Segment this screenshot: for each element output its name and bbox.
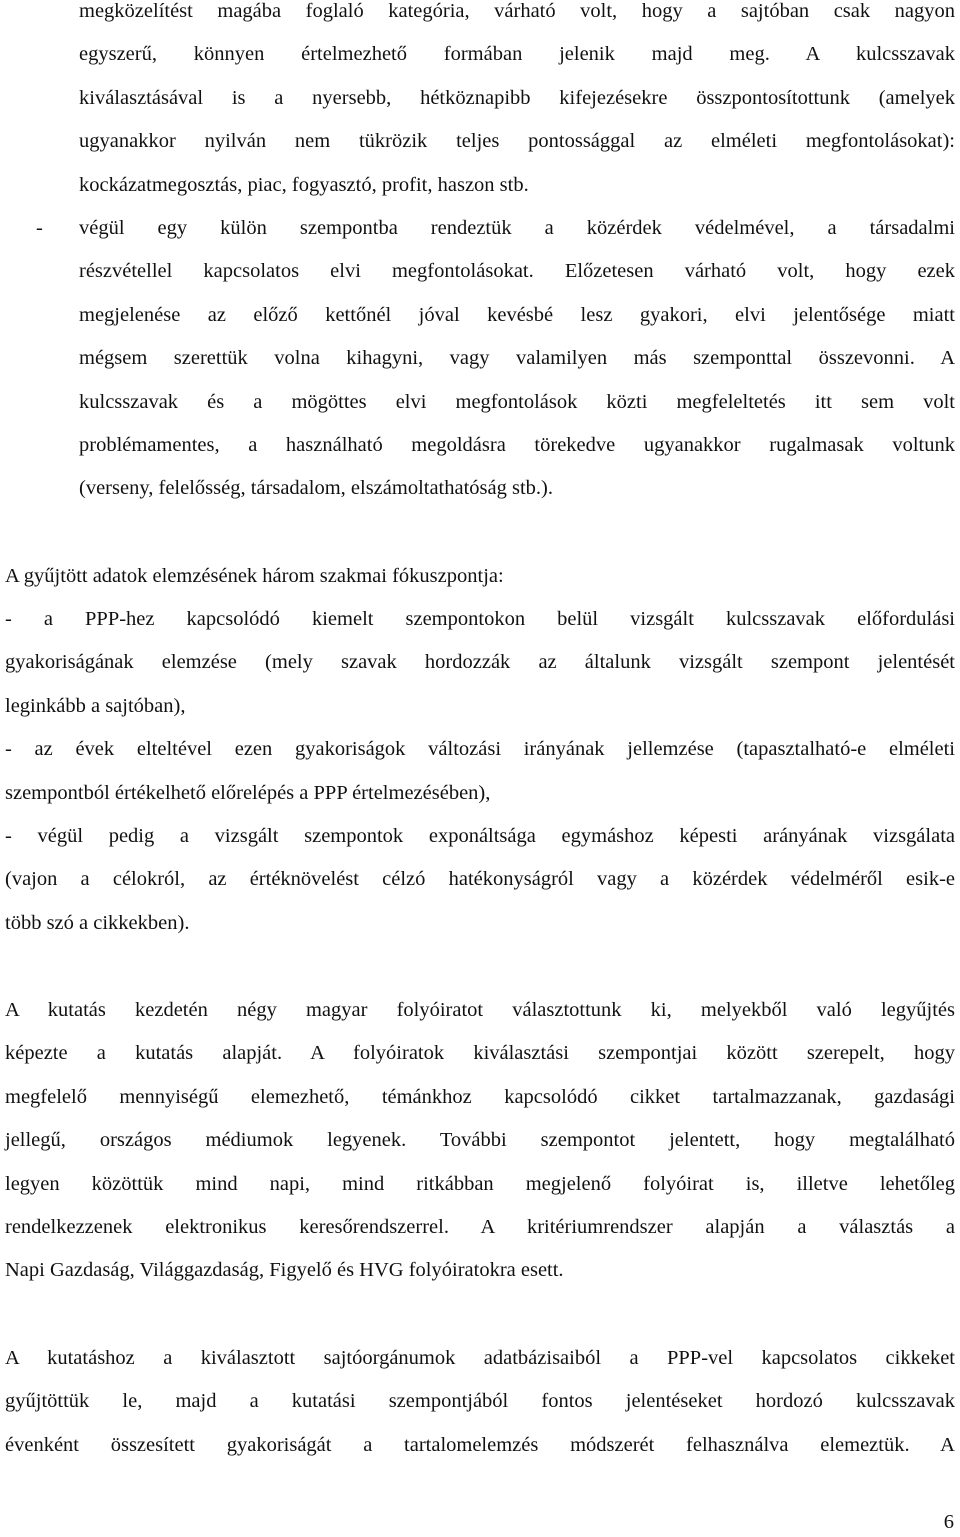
text-line: - az évek elteltével ezen gyakoriságok változási irányának jellemzése (tapasztalható-e elméleti	[5, 738, 955, 761]
text-line: megjelenése az előző kettőnél jóval kevésbé lesz gyakori, elvi jelentősége miatt	[79, 303, 955, 326]
text-line: A kutatáshoz a kiválasztott sajtóorgánumok adatbázisaiból a PPP-vel kapcsolatos cikkeket	[5, 1347, 955, 1369]
bullet-item-public-interest	[79, 207, 955, 511]
text-line: megfelelő mennyiségű elemezhető, témánkhoz kapcsolódó cikket tartalmazzanak, gazdasági	[5, 1085, 955, 1108]
text-line: egyszerű, könnyen értelmezhető formában jelenik majd meg. A kulcsszavak	[79, 43, 955, 66]
text-line: megközelítést magába foglaló kategória, várható volt, hogy a sajtóban csak nagyon	[79, 0, 955, 22]
text-line: kiválasztásával is a nyersebb, hétköznapibb kifejezésekre összpontosítottunk (amelyek	[79, 86, 955, 109]
text-line: (vajon a célokról, az értéknövelést célzó hatékonyságról vagy a közérdek védelméről esik-e	[5, 868, 955, 891]
bullet-continuation	[79, 0, 955, 207]
text-line: - a PPP-hez kapcsolódó kiemelt szempontokon belül vizsgált kulcsszavak előfordulási	[5, 608, 955, 630]
focus-intro-paragraph	[5, 555, 955, 598]
text-line: évenként összesített gyakoriságát a tartalomelemzés módszerét felhasználva elemeztük. A	[5, 1433, 955, 1456]
text-line: végül egy külön szempontba rendeztük a közérdek védelmével, a társadalmi	[79, 217, 955, 239]
page-number: 6	[943, 1511, 954, 1533]
text-line: legyen közöttük mind napi, mind ritkábban megjelenő folyóirat is, illetve lehetőleg	[5, 1172, 955, 1195]
text-line: problémamentes, a használható megoldásra törekedve ugyanakkor rugalmasak voltunk	[79, 434, 955, 457]
text-line: - végül pedig a vizsgált szempontok exponáltsága egymáshoz képesti arányának vizsgálata	[5, 825, 955, 848]
text-line: A kutatás kezdetén négy magyar folyóiratot választottunk ki, melyekből való legyűjtés	[5, 999, 955, 1021]
bullet-marker: -	[36, 217, 43, 239]
text-line: képezte a kutatás alapját. A folyóiratok kiválasztási szempontjai között szerepelt, hogy	[5, 1042, 955, 1065]
text-line: mégsem szerettük volna kihagyni, vagy valamilyen más szemponttal összevonni. A	[79, 347, 955, 370]
text-line: (verseny, felelősség, társadalom, elszámoltathatóság stb.).	[79, 477, 554, 500]
text-line: ugyanakkor nyilván nem tükrözik teljes pontossággal az elméleti megfontolásokat):	[79, 130, 955, 153]
text-line: kulcsszavak és a mögöttes elvi megfontolások közti megfeleltetés itt sem volt	[79, 390, 955, 413]
text-line: több szó a cikkekben).	[5, 911, 190, 934]
text-line: kockázatmegosztás, piac, fogyasztó, profit, haszon stb.	[79, 173, 529, 196]
text-line: Napi Gazdaság, Világgazdaság, Figyelő és HVG folyóiratokra esett.	[5, 1259, 564, 1282]
text-line: rendelkezzenek elektronikus keresőrendszerrel. A kritériumrendszer alapján a választás a	[5, 1216, 955, 1239]
text-line: gyűjtöttük le, majd a kutatási szempontjából fontos jelentéseket hordozó kulcsszavak	[5, 1390, 955, 1413]
method-paragraph	[5, 1337, 955, 1467]
focus-items-list	[5, 598, 955, 945]
journals-paragraph	[5, 989, 955, 1293]
text-line: jellegű, országos médiumok legyenek. További szempontot jelentett, hogy megtalálható	[5, 1129, 955, 1152]
text-line: A gyűjtött adatok elemzésének három szakmai fókuszpontja:	[5, 565, 504, 587]
text-line: leginkább a sajtóban),	[5, 694, 186, 717]
text-line: gyakoriságának elemzése (mely szavak hordozzák az általunk vizsgált szempont jelentését	[5, 651, 955, 674]
text-line: szempontból értékelhető előrelépés a PPP értelmezésében),	[5, 781, 491, 804]
text-line: részvétellel kapcsolatos elvi megfontolásokat. Előzetesen várható volt, hogy ezek	[79, 260, 955, 283]
